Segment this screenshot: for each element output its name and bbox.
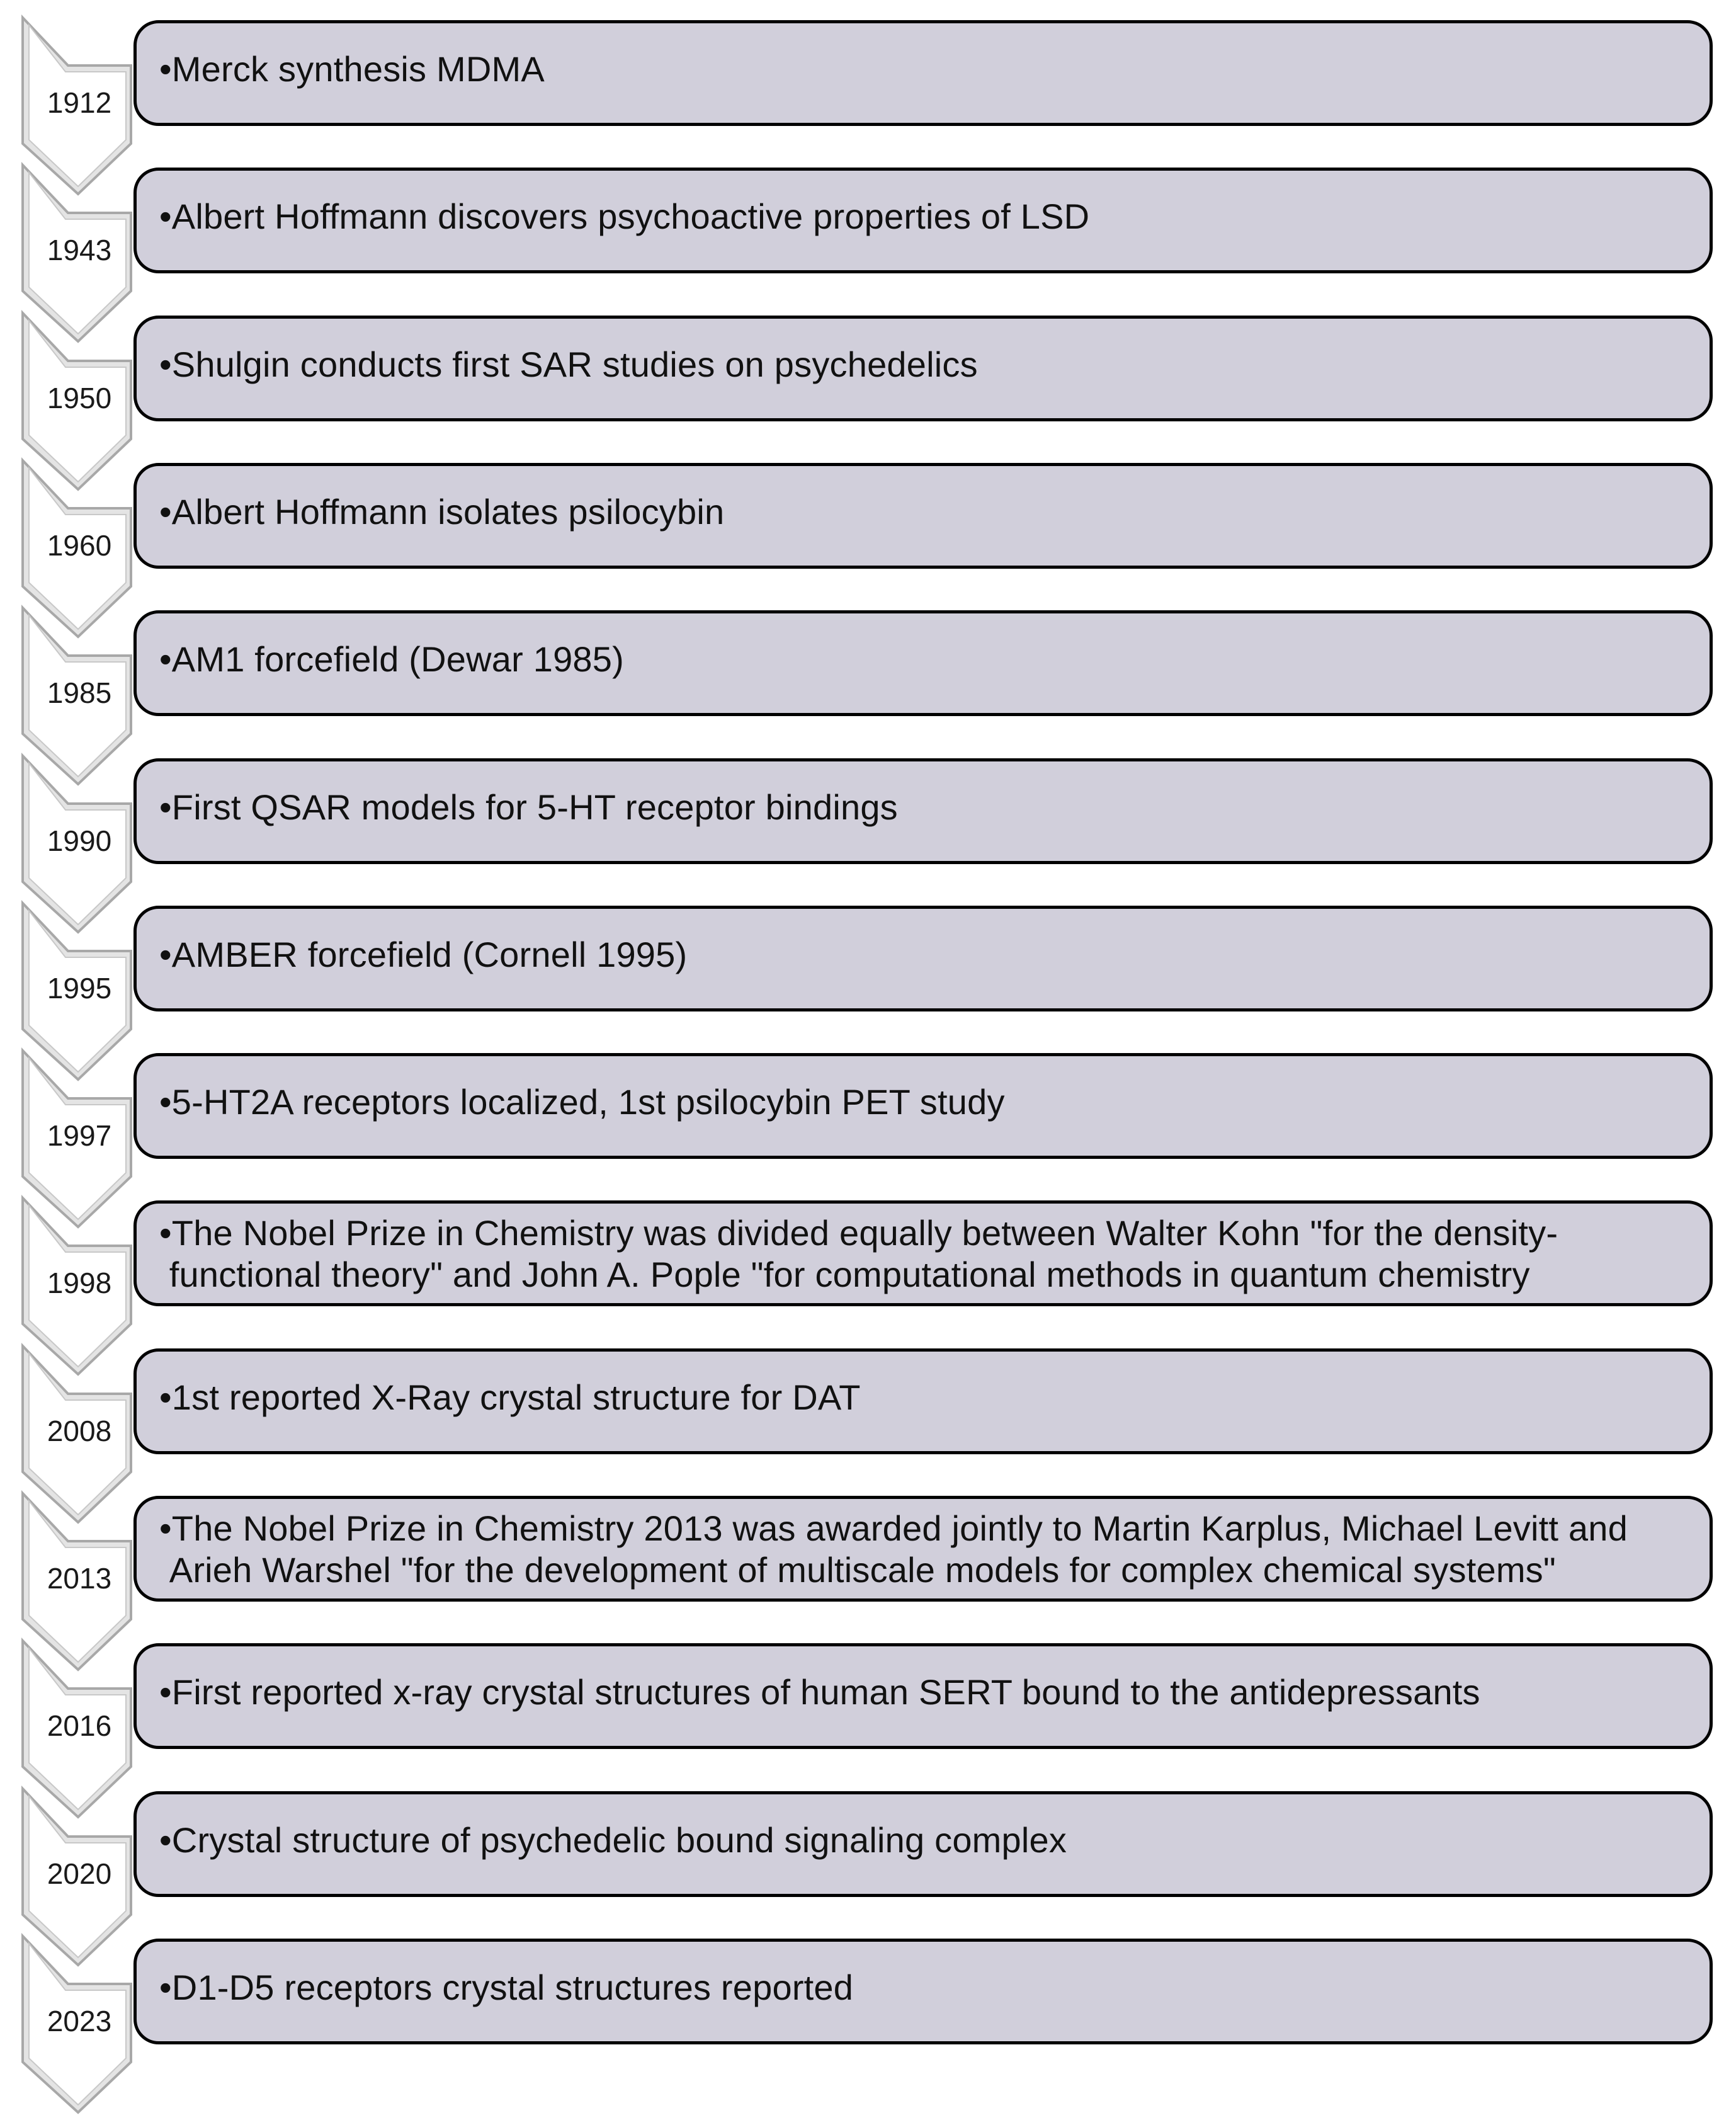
event-text: •Merck synthesis MDMA (159, 49, 545, 89)
timeline-event-box (133, 1348, 1713, 1454)
event-text: •The Nobel Prize in Chemistry was divided equally between Walter Kohn "for the density- functional theory" and John A. Pople "for computational methods in quantum chemistry (159, 1213, 1558, 1295)
timeline-event-box (133, 463, 1713, 569)
year-label: 2023 (47, 2004, 112, 2037)
year-label: 1995 (47, 971, 112, 1005)
timeline-event-box (133, 1939, 1713, 2044)
event-text: •Albert Hoffmann isolates psilocybin (159, 491, 725, 532)
event-text: •First reported x-ray crystal structures of human SERT bound to the antidepressants (159, 1672, 1480, 1712)
year-label: 2016 (47, 1709, 112, 1743)
timeline-event-box (133, 316, 1713, 421)
event-text: •The Nobel Prize in Chemistry 2013 was awarded jointly to Martin Karplus, Michael Levitt and Arieh Warshel "for the development of multiscale models for complex chemical systems" (159, 1508, 1628, 1590)
event-text: •Albert Hoffmann discovers psychoactive properties of LSD (159, 197, 1090, 237)
year-label: 1912 (47, 86, 112, 119)
timeline-event-box (133, 758, 1713, 864)
timeline-event-box (133, 1053, 1713, 1159)
timeline-event-box (133, 168, 1713, 273)
event-text: •5-HT2A receptors localized, 1st psilocybin PET study (159, 1082, 1005, 1122)
timeline-event-box (133, 610, 1713, 716)
year-label: 1943 (47, 234, 112, 267)
year-label: 1998 (47, 1267, 112, 1300)
event-text: •AMBER forcefield (Cornell 1995) (159, 934, 688, 974)
event-text: •First QSAR models for 5-HT receptor bindings (159, 787, 898, 827)
year-label: 2020 (47, 1857, 112, 1890)
timeline-event-box (133, 1791, 1713, 1897)
timeline-event-box (133, 906, 1713, 1011)
timeline-event-box (133, 20, 1713, 126)
year-label: 1950 (47, 381, 112, 414)
year-label: 1960 (47, 528, 112, 562)
timeline-event-box (133, 1200, 1713, 1306)
year-label: 2013 (47, 1562, 112, 1595)
timeline-event-box (133, 1643, 1713, 1749)
event-text: •Shulgin conducts first SAR studies on psychedelics (159, 344, 978, 384)
year-label: 1990 (47, 824, 112, 857)
year-label: 2008 (47, 1414, 112, 1447)
year-label: 1997 (47, 1119, 112, 1153)
event-text: •1st reported X-Ray crystal structure for DAT (159, 1377, 861, 1417)
event-text: •AM1 forcefield (Dewar 1985) (159, 639, 624, 680)
event-text: •Crystal structure of psychedelic bound signaling complex (159, 1820, 1067, 1860)
timeline-event-box (133, 1496, 1713, 1602)
event-text: •D1-D5 receptors crystal structures reported (159, 1967, 854, 2007)
year-label: 1985 (47, 676, 112, 710)
